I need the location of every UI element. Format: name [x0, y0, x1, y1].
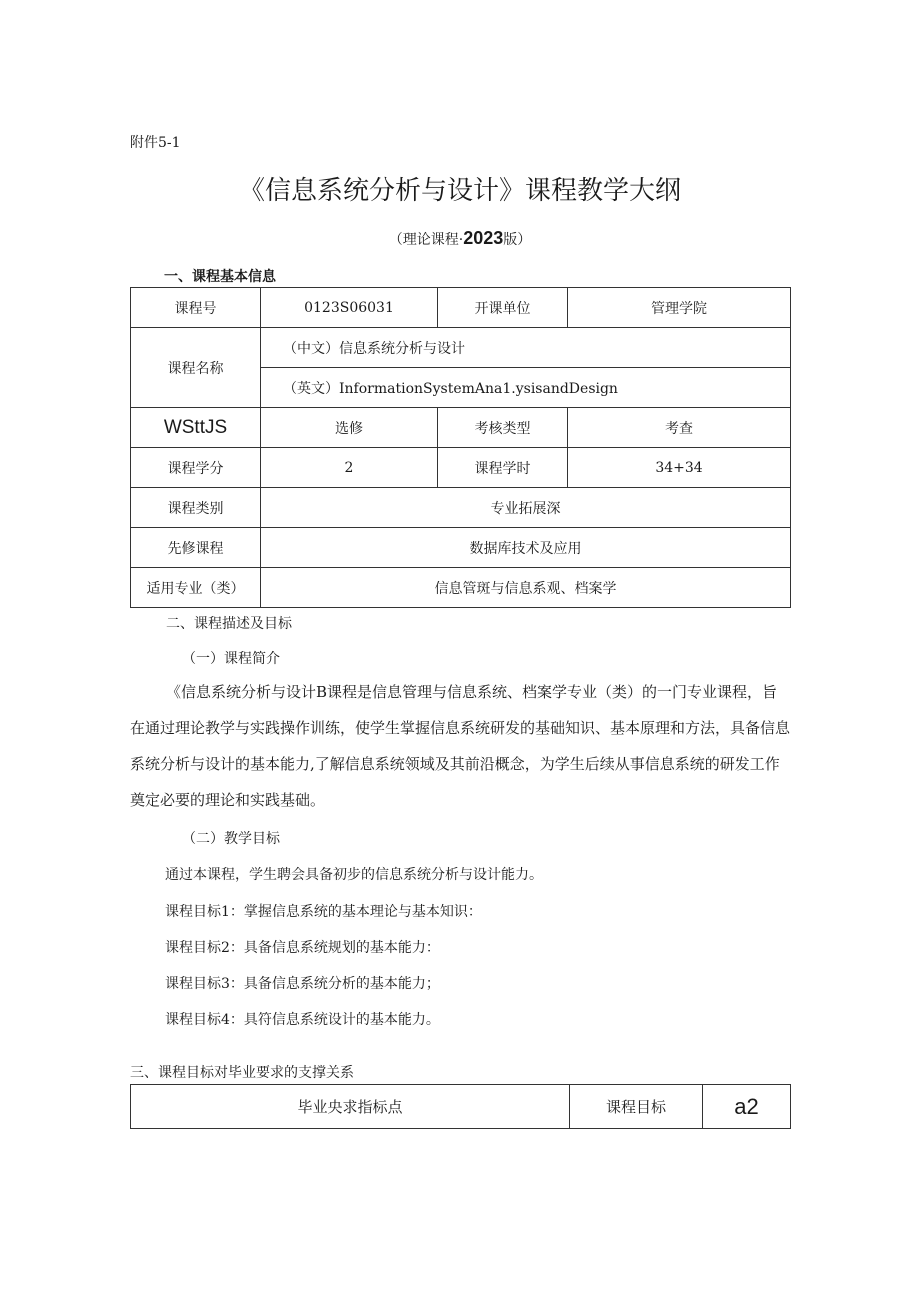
- table-row: [131, 408, 791, 448]
- course-name-en: （英文）InformationSystemAna1.ysisandDesign: [261, 368, 791, 408]
- credit-label: 课程学分: [131, 448, 261, 488]
- goal-item-3: 课程目标3：具备信息系统分析的基本能力；: [165, 976, 440, 992]
- assess-type-value: 考查: [568, 408, 791, 448]
- course-intro-paragraph: 《信息系统分析与设计B课程是信息管理与信息系统、档案学专业（类）的一门专业课程，旨在通过理论教学与实践操作训练，使学生掌握信息系统研发的基础知识、基本原理和方法，具备信息系统分析与设计的基本能力,了解信息系统领域及其前沿概念，为学生后续从事信息系统的研发工作奠定必要的理论和实践基础。: [130, 683, 791, 809]
- course-nature-label: WSttJS: [131, 408, 261, 448]
- goal-item-4: 课程目标4：具符信息系统设计的基本能力。: [165, 1012, 440, 1028]
- goal-item-2: 课程目标2：具备信息系统规划的基本能力：: [165, 940, 440, 956]
- section2-heading: 二、课程描述及目标: [166, 616, 292, 632]
- dept-value: 管理学院: [568, 288, 791, 328]
- section2-sub2: （二）教学目标: [182, 831, 280, 847]
- major-value: 信息管斑与信息系观、档案学: [261, 568, 791, 608]
- table-row: [131, 328, 791, 368]
- assess-type-label: 考核类型: [438, 408, 568, 448]
- category-value: 专业拓展深: [261, 488, 791, 528]
- document-subtitle: [0, 228, 920, 249]
- section3-heading: 三、课程目标对毕业要求的支撑关系: [130, 1065, 354, 1081]
- table-row: [131, 488, 791, 528]
- goal-item-1: 课程目标1：掌握信息系统的基本理论与基本知识：: [165, 904, 482, 920]
- table-row: [131, 528, 791, 568]
- support-col-goal: 课程目标: [570, 1085, 703, 1129]
- course-no-label: 课程号: [131, 288, 261, 328]
- course-name-label: 课程名称: [131, 328, 261, 408]
- course-nature-value: 选修: [261, 408, 438, 448]
- support-table: [130, 1084, 791, 1129]
- hours-value: 34+34: [568, 448, 791, 488]
- category-label: 课程类别: [131, 488, 261, 528]
- table-row: [131, 1085, 791, 1129]
- prereq-label: 先修课程: [131, 528, 261, 568]
- table-row: [131, 568, 791, 608]
- dept-label: 开课单位: [438, 288, 568, 328]
- document-title: 《信息系统分析与设计》课程教学大纲: [238, 176, 681, 206]
- section1-heading: 一、课程基本信息: [164, 269, 276, 285]
- course-name-cn: （中文）信息系统分析与设计: [261, 328, 791, 368]
- hours-label: 课程学时: [438, 448, 568, 488]
- table-row: [131, 448, 791, 488]
- credit-value: 2: [261, 448, 438, 488]
- section2-sub1: （一）课程简介: [182, 651, 280, 667]
- subtitle-year: 2023: [463, 228, 504, 248]
- attachment-label: 附件5-1: [130, 135, 181, 151]
- prereq-value: 数据库技术及应用: [261, 528, 791, 568]
- subtitle-suffix: 版）: [503, 232, 532, 248]
- support-col-a2: a2: [703, 1085, 791, 1129]
- course-info-table: [130, 287, 791, 608]
- table-row: [131, 288, 791, 328]
- course-no-value: 0123S06031: [261, 288, 438, 328]
- support-col-requirement: 毕业央求指标点: [131, 1085, 570, 1129]
- major-label: 适用专业（类）: [131, 568, 261, 608]
- subtitle-prefix: （理论课程·: [388, 232, 464, 248]
- goal-intro: 通过本课程，学生聘会具备初步的信息系统分析与设计能力。: [165, 867, 543, 883]
